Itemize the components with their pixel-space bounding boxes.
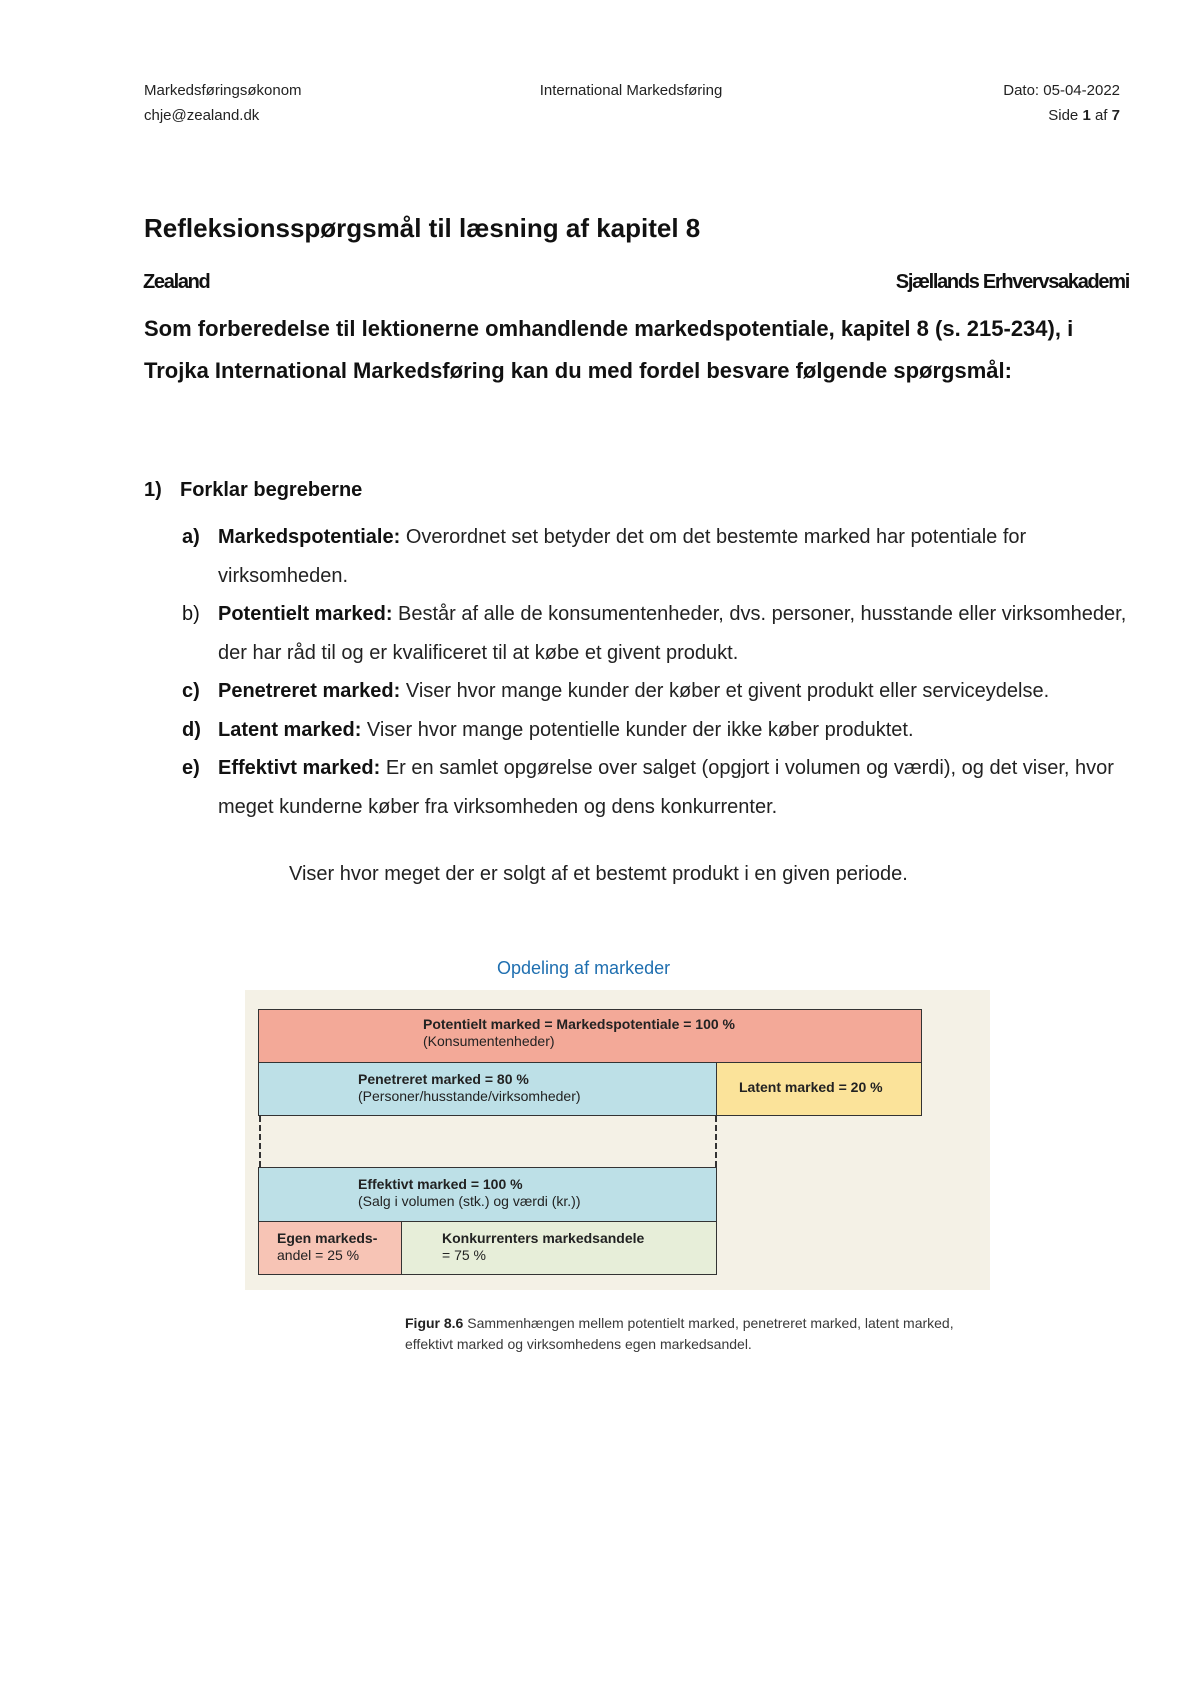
potentielt-sub: (Konsumentenheder) bbox=[423, 1033, 555, 1049]
document-title: Refleksionsspørgsmål til læsning af kapitel 8 bbox=[144, 213, 701, 243]
dashed-connector-left bbox=[259, 1116, 261, 1167]
question-1 bbox=[144, 479, 362, 502]
penetreret-label: Penetreret marked = 80 % bbox=[358, 1071, 529, 1087]
header-date: Dato: 05-04-2022 bbox=[1003, 82, 1120, 99]
page-current: 1 bbox=[1082, 107, 1091, 124]
effektivt-label: Effektivt marked = 100 % bbox=[358, 1176, 523, 1192]
list-item bbox=[182, 749, 1142, 826]
potentielt-label: Potentielt marked = Markedspotentiale = 100 % bbox=[423, 1016, 736, 1032]
item-text: Viser hvor mange potentielle kunder der ikke køber produktet. bbox=[361, 718, 914, 741]
question-number: 1) bbox=[144, 479, 162, 501]
intro-paragraph: Som forberedelse til lektionerne omhandlende markedspotentiale, kapitel 8 (s. 215-234), i Trojka International Markedsføring kan du med fordel besvare følgende spørgsmål: bbox=[144, 316, 1074, 383]
latent-marked-box bbox=[716, 1062, 922, 1116]
item-body bbox=[218, 749, 1142, 826]
list-item bbox=[182, 518, 1142, 595]
item-body bbox=[218, 672, 1142, 711]
item-body bbox=[218, 711, 1142, 750]
egen-label: Egen markeds- bbox=[277, 1230, 378, 1246]
page-total: 7 bbox=[1111, 107, 1120, 124]
header-course: International Markedsføring bbox=[539, 82, 723, 99]
header-right bbox=[1003, 78, 1120, 128]
item-text: Er en samlet opgørelse over salget (opgjort i volumen og værdi), og det viser, hvor meget kunderne køber fra virksomheden og dens konkurrenter. bbox=[218, 757, 1114, 818]
caption-number: Figur 8.6 bbox=[405, 1315, 464, 1331]
header-email: chje@zealand.dk bbox=[144, 107, 260, 124]
dashed-connector-right bbox=[715, 1116, 717, 1167]
item-text: Består af alle de konsumentenheder, dvs. personer, husstande eller virksomheder, der har råd til og er kvalificeret til at købe et givent produkt. bbox=[218, 603, 1127, 664]
item-body bbox=[218, 595, 1142, 672]
item-term: Latent marked: bbox=[218, 718, 362, 741]
page-prefix: Side bbox=[1048, 107, 1083, 124]
list-item bbox=[182, 595, 1142, 672]
item-letter: b) bbox=[182, 603, 200, 625]
item-letter: d) bbox=[182, 718, 201, 741]
item-letter: e) bbox=[182, 757, 200, 779]
list-item bbox=[182, 711, 1142, 750]
extra-definition-line: Viser hvor meget der er solgt af et bestemt produkt i en given periode. bbox=[289, 863, 908, 885]
org-row bbox=[143, 271, 1129, 294]
latent-label: Latent marked = 20 % bbox=[739, 1079, 883, 1095]
item-term: Potentielt marked: bbox=[218, 603, 393, 625]
konkurrenter-box bbox=[401, 1221, 717, 1275]
list-item bbox=[182, 672, 1142, 711]
konkurrent-label: Konkurrenters markedsandele bbox=[442, 1230, 645, 1246]
effektivt-marked-box bbox=[258, 1167, 717, 1222]
penetreret-marked-box bbox=[258, 1062, 717, 1116]
potentielt-marked-box bbox=[258, 1009, 922, 1063]
item-letter: a) bbox=[182, 526, 200, 548]
org-left: Zealand bbox=[143, 271, 210, 293]
item-term: Effektivt marked: bbox=[218, 757, 381, 779]
egen-markedsandel-box bbox=[258, 1221, 402, 1275]
item-letter: c) bbox=[182, 680, 200, 702]
org-right: Sjællands Erhvervsakademi bbox=[895, 271, 1129, 293]
item-text: Overordnet set betyder det om det bestemte marked har potentiale for virksomheden. bbox=[218, 526, 1027, 587]
item-text: Viser hvor mange kunder der køber et givent produkt eller serviceydelse. bbox=[400, 680, 1050, 702]
header-program: Markedsføringsøkonom bbox=[144, 82, 302, 99]
item-body bbox=[218, 518, 1142, 595]
penetreret-sub: (Personer/husstande/virksomheder) bbox=[358, 1088, 581, 1104]
definition-list bbox=[182, 518, 1142, 826]
item-term: Penetreret marked: bbox=[218, 680, 401, 702]
figure-caption bbox=[405, 1313, 995, 1355]
figure-title: Opdeling af markeder bbox=[497, 958, 671, 978]
question-text: Forklar begreberne bbox=[180, 479, 363, 501]
item-term: Markedspotentiale: bbox=[218, 526, 401, 548]
market-division-figure bbox=[245, 990, 990, 1290]
konkurrent-sub: = 75 % bbox=[442, 1247, 486, 1263]
egen-sub: andel = 25 % bbox=[277, 1247, 360, 1263]
page-sep: af bbox=[1090, 107, 1112, 124]
effektivt-sub: (Salg i volumen (stk.) og værdi (kr.)) bbox=[358, 1193, 581, 1209]
caption-text: Sammenhængen mellem potentielt marked, penetreret marked, latent marked, effektivt marked og virksomhedens egen markedsandel. bbox=[405, 1315, 954, 1352]
page-number bbox=[1003, 103, 1120, 128]
